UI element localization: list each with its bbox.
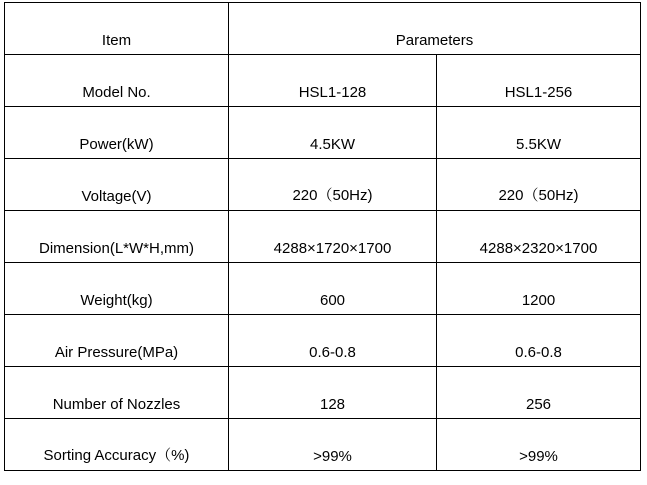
table-row [5, 107, 641, 159]
row-label-power: Power(kW) [5, 107, 229, 159]
parameters-header-cell: Parameters [229, 3, 641, 55]
table-row [5, 55, 641, 107]
row-label-voltage: Voltage(V) [5, 159, 229, 211]
row-label-dimension: Dimension(L*W*H,mm) [5, 211, 229, 263]
row-label-model: Model No. [5, 55, 229, 107]
table-row [5, 419, 641, 471]
cell-model-a: HSL1-128 [229, 55, 437, 107]
cell-sorting-accuracy-a: >99% [229, 419, 437, 471]
cell-weight-a: 600 [229, 263, 437, 315]
row-label-nozzles: Number of Nozzles [5, 367, 229, 419]
row-label-weight: Weight(kg) [5, 263, 229, 315]
cell-air-pressure-b: 0.6-0.8 [437, 315, 641, 367]
cell-weight-b: 1200 [437, 263, 641, 315]
table-row [5, 367, 641, 419]
row-label-air-pressure: Air Pressure(MPa) [5, 315, 229, 367]
cell-dimension-b: 4288×2320×1700 [437, 211, 641, 263]
cell-model-b: HSL1-256 [437, 55, 641, 107]
table-row [5, 159, 641, 211]
row-label-sorting-accuracy: Sorting Accuracy（%) [5, 419, 229, 471]
cell-power-a: 4.5KW [229, 107, 437, 159]
cell-voltage-b: 220（50Hz) [437, 159, 641, 211]
cell-voltage-a: 220（50Hz) [229, 159, 437, 211]
cell-power-b: 5.5KW [437, 107, 641, 159]
table-row [5, 211, 641, 263]
cell-nozzles-a: 128 [229, 367, 437, 419]
table-row [5, 315, 641, 367]
cell-dimension-a: 4288×1720×1700 [229, 211, 437, 263]
parameters-table [4, 2, 641, 471]
header-row [5, 3, 641, 55]
item-header-cell: Item [5, 3, 229, 55]
cell-nozzles-b: 256 [437, 367, 641, 419]
table-row [5, 263, 641, 315]
cell-sorting-accuracy-b: >99% [437, 419, 641, 471]
cell-air-pressure-a: 0.6-0.8 [229, 315, 437, 367]
